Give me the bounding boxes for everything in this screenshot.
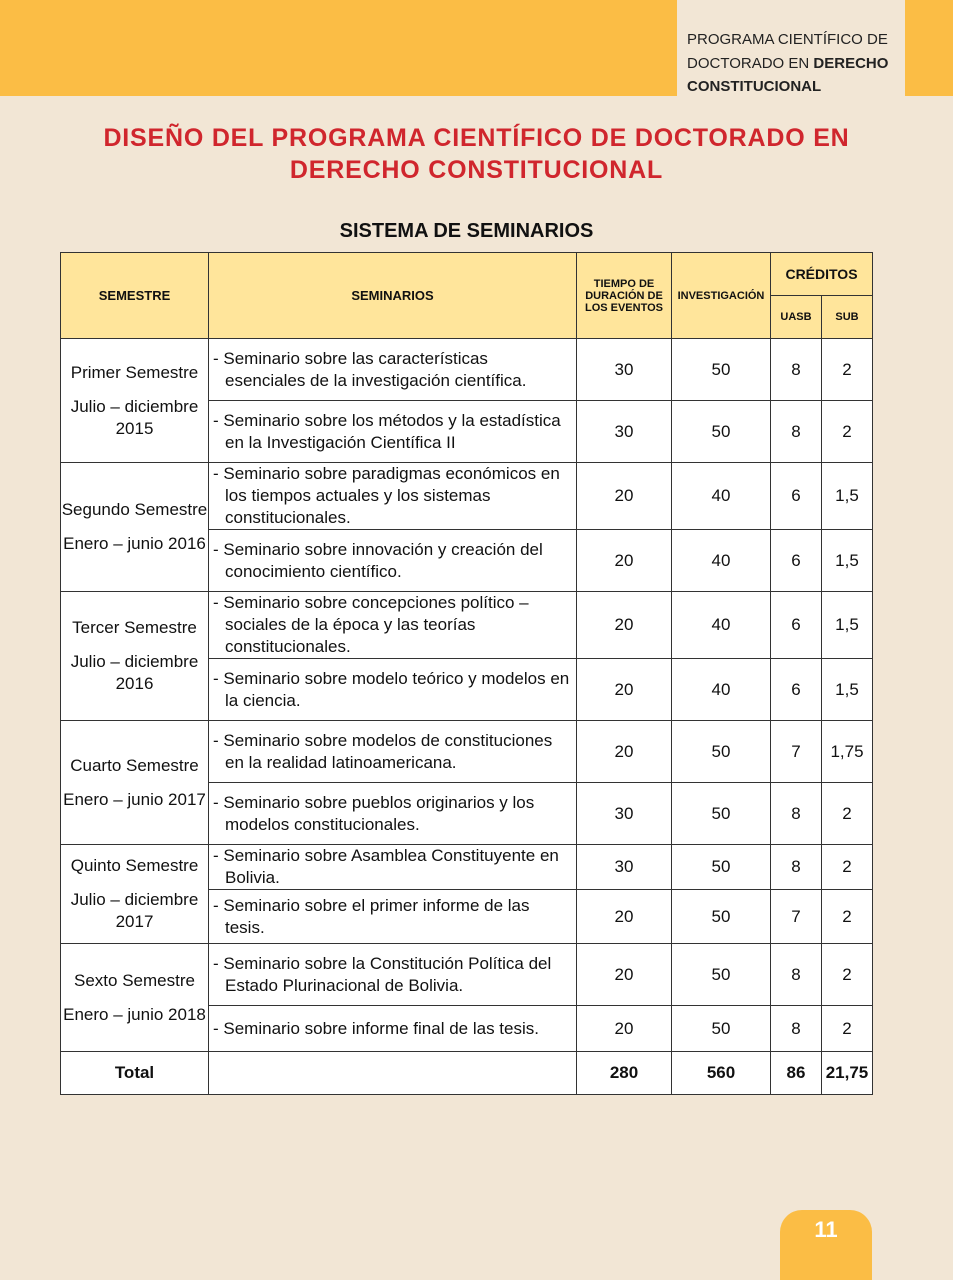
col-header-sub: SUB [822,296,873,339]
investigacion-value: 50 [672,721,771,783]
uasb-value: 8 [771,401,822,463]
uasb-value: 7 [771,890,822,944]
tiempo-value: 30 [577,401,672,463]
table-row [61,592,873,659]
tiempo-value: 20 [577,944,672,1006]
total-uasb: 86 [771,1052,822,1095]
col-header-investigacion: INVESTIGACIÓN [672,253,771,339]
col-header-creditos: CRÉDITOS [771,253,873,296]
semester-cell: Primer Semestre Julio – diciembre 2015 [61,339,209,463]
investigacion-value: 40 [672,463,771,530]
table-row [61,339,873,401]
sub-value: 2 [822,339,873,401]
page-number: 11 [814,1217,838,1242]
uasb-value: 8 [771,783,822,845]
running-header-text [687,28,902,99]
investigacion-value: 50 [672,890,771,944]
investigacion-value: 50 [672,401,771,463]
seminar-description: - Seminario sobre las características esenciales de la investigación científica. [209,339,577,401]
col-header-tiempo: TIEMPO DE DURACIÓN DE LOS EVENTOS [577,253,672,339]
tiempo-value: 30 [577,339,672,401]
top-color-band-right [905,0,953,96]
total-row [61,1052,873,1095]
tiempo-value: 20 [577,530,672,592]
sub-value: 1,5 [822,592,873,659]
table-row [61,944,873,1006]
tiempo-value: 20 [577,592,672,659]
investigacion-value: 50 [672,339,771,401]
seminar-description: - Seminario sobre informe final de las tesis. [209,1006,577,1052]
seminar-description: - Seminario sobre innovación y creación del conocimiento científico. [209,530,577,592]
seminar-description: - Seminario sobre la Constitución Política del Estado Plurinacional de Bolivia. [209,944,577,1006]
col-header-seminarios: SEMINARIOS [209,253,577,339]
total-investigacion: 560 [672,1052,771,1095]
seminar-description: - Seminario sobre modelo teórico y modelos en la ciencia. [209,659,577,721]
sub-value: 2 [822,401,873,463]
sub-value: 1,5 [822,463,873,530]
tiempo-value: 30 [577,845,672,890]
table-row [61,845,873,890]
col-header-semestre: SEMESTRE [61,253,209,339]
investigacion-value: 40 [672,530,771,592]
uasb-value: 8 [771,845,822,890]
sub-value: 1,75 [822,721,873,783]
seminar-description: - Seminario sobre los métodos y la estadística en la Investigación Científica II [209,401,577,463]
uasb-value: 6 [771,592,822,659]
total-label: Total [61,1052,209,1095]
investigacion-value: 50 [672,845,771,890]
tiempo-value: 20 [577,463,672,530]
seminar-description: - Seminario sobre Asamblea Constituyente en Bolivia. [209,845,577,890]
semester-cell: Tercer Semestre Julio – diciembre 2016 [61,592,209,721]
col-header-uasb: UASB [771,296,822,339]
uasb-value: 6 [771,659,822,721]
page-title: DISEÑO DEL PROGRAMA CIENTÍFICO DE DOCTORADO EN DERECHO CONSTITUCIONAL [103,124,850,184]
semester-cell: Sexto Semestre Enero – junio 2018 [61,944,209,1052]
tiempo-value: 20 [577,890,672,944]
investigacion-value: 40 [672,592,771,659]
table-row [61,721,873,783]
uasb-value: 8 [771,339,822,401]
sub-value: 2 [822,890,873,944]
investigacion-value: 40 [672,659,771,721]
sub-value: 1,5 [822,659,873,721]
seminar-description: - Seminario sobre pueblos originarios y los modelos constitucionales. [209,783,577,845]
total-sub: 21,75 [822,1052,873,1095]
investigacion-value: 50 [672,783,771,845]
header-line-1: PROGRAMA CIENTÍFICO DE [687,31,888,48]
semester-cell: Segundo Semestre Enero – junio 2016 [61,463,209,592]
uasb-value: 6 [771,463,822,530]
table-row [61,463,873,530]
sub-value: 2 [822,1006,873,1052]
tiempo-value: 20 [577,721,672,783]
seminar-description: - Seminario sobre paradigmas económicos en los tiempos actuales y los sistemas constitucionales. [209,463,577,530]
uasb-value: 7 [771,721,822,783]
sub-value: 2 [822,783,873,845]
investigacion-value: 50 [672,1006,771,1052]
tiempo-value: 30 [577,783,672,845]
header-line-2: DOCTORADO EN DERECHO [687,54,889,72]
seminar-description: - Seminario sobre el primer informe de las tesis. [209,890,577,944]
uasb-value: 6 [771,530,822,592]
total-tiempo: 280 [577,1052,672,1095]
seminar-table [60,252,873,1095]
header-line-3: CONSTITUCIONAL [687,78,822,95]
total-empty-cell [209,1052,577,1095]
seminar-description: - Seminario sobre concepciones político – sociales de la época y las teorías constitucionales. [209,592,577,659]
semester-cell: Cuarto Semestre Enero – junio 2017 [61,721,209,845]
tiempo-value: 20 [577,1006,672,1052]
table-title: SISTEMA DE SEMINARIOS [339,220,594,242]
sub-value: 2 [822,845,873,890]
investigacion-value: 50 [672,944,771,1006]
top-color-band [0,0,677,96]
sub-value: 2 [822,944,873,1006]
tiempo-value: 20 [577,659,672,721]
semester-cell: Quinto Semestre Julio – diciembre 2017 [61,845,209,944]
seminar-description: - Seminario sobre modelos de constituciones en la realidad latinoamericana. [209,721,577,783]
sub-value: 1,5 [822,530,873,592]
uasb-value: 8 [771,1006,822,1052]
uasb-value: 8 [771,944,822,1006]
